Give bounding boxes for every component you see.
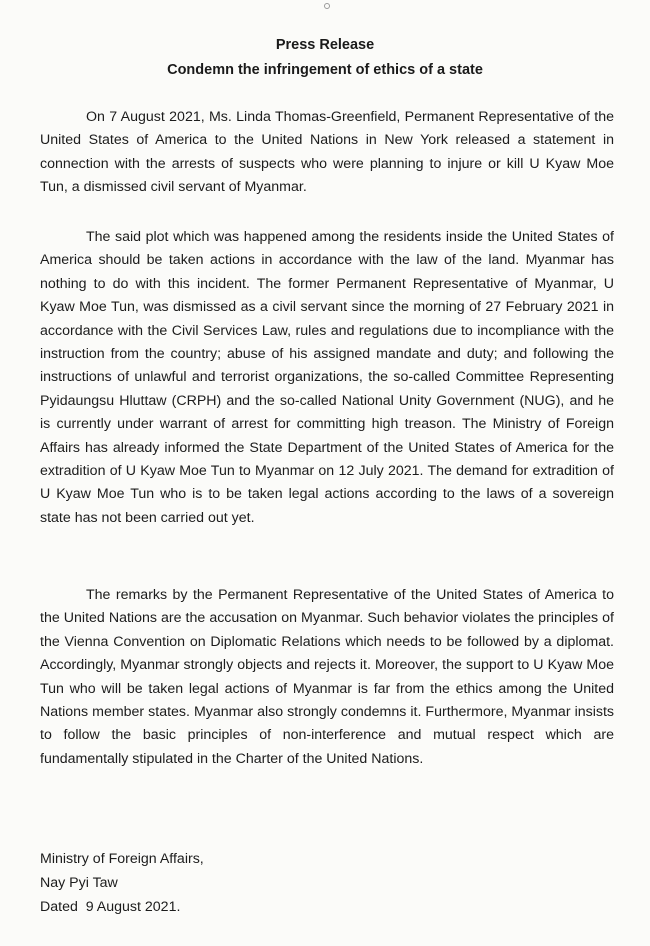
- document-subtitle: Condemn the infringement of ethics of a state: [167, 62, 483, 78]
- hole-punch-mark: [324, 3, 330, 9]
- paragraph-1: On 7 August 2021, Ms. Linda Thomas-Greenfield, Permanent Representative of the United States of America to the United Nations in New York released a statement in connection with the arrests of suspects who were planning to injure or kill U Kyaw Moe Tun, a dismissed civil servant of Myanmar.: [40, 109, 614, 196]
- document-title: Press Release: [275, 37, 375, 53]
- paragraph-2: The said plot which was happened among the residents inside the United States of America should be taken actions in accordance with the law of the land. Myanmar has nothing to do with this incident. The former Permanent Representative of Myanmar, U Kyaw Moe Tun, was dismissed as a civil servant since the morning of 27 February 2021 in accordance with the Civil Services Law, rules and regulations due to incompliance with the instruction from the country; abuse of his assigned mandate and duty; and following the instructions of unlawful and terrorist organizations, the so-called Committee Representing Pyidaungsu Hluttaw (CRPH) and the so-called National Unity Government (NUG), and he is currently under warrant of arrest for committing high treason. The Ministry of Foreign Affairs has already informed the State Department of the United States of America for the extradition of U Kyaw Moe Tun to Myanmar on 12 July 2021. The demand for extradition of U Kyaw Moe Tun who is to be taken legal actions according to the laws of a sovereign state has not been carried out yet.: [40, 229, 614, 526]
- signature-organization: Ministry of Foreign Affairs,: [40, 851, 204, 867]
- signature-date: Dated 9 August 2021.: [40, 899, 181, 915]
- signature-place: Nay Pyi Taw: [40, 875, 118, 891]
- paragraph-3: The remarks by the Permanent Representative of the United States of America to the United Nations are the accusation on Myanmar. Such behavior violates the principles of the Vienna Convention on Diplomatic Relations which needs to be followed by a diplomat. Accordingly, Myanmar strongly objects and rejects it. Moreover, the support to U Kyaw Moe Tun who will be taken legal actions of Myanmar is far from the ethics among the United Nations member states. Myanmar also strongly condemns it. Furthermore, Myanmar insists to follow the basic principles of non-interference and mutual respect which are fundamentally stipulated in the Charter of the United Nations.: [40, 587, 614, 767]
